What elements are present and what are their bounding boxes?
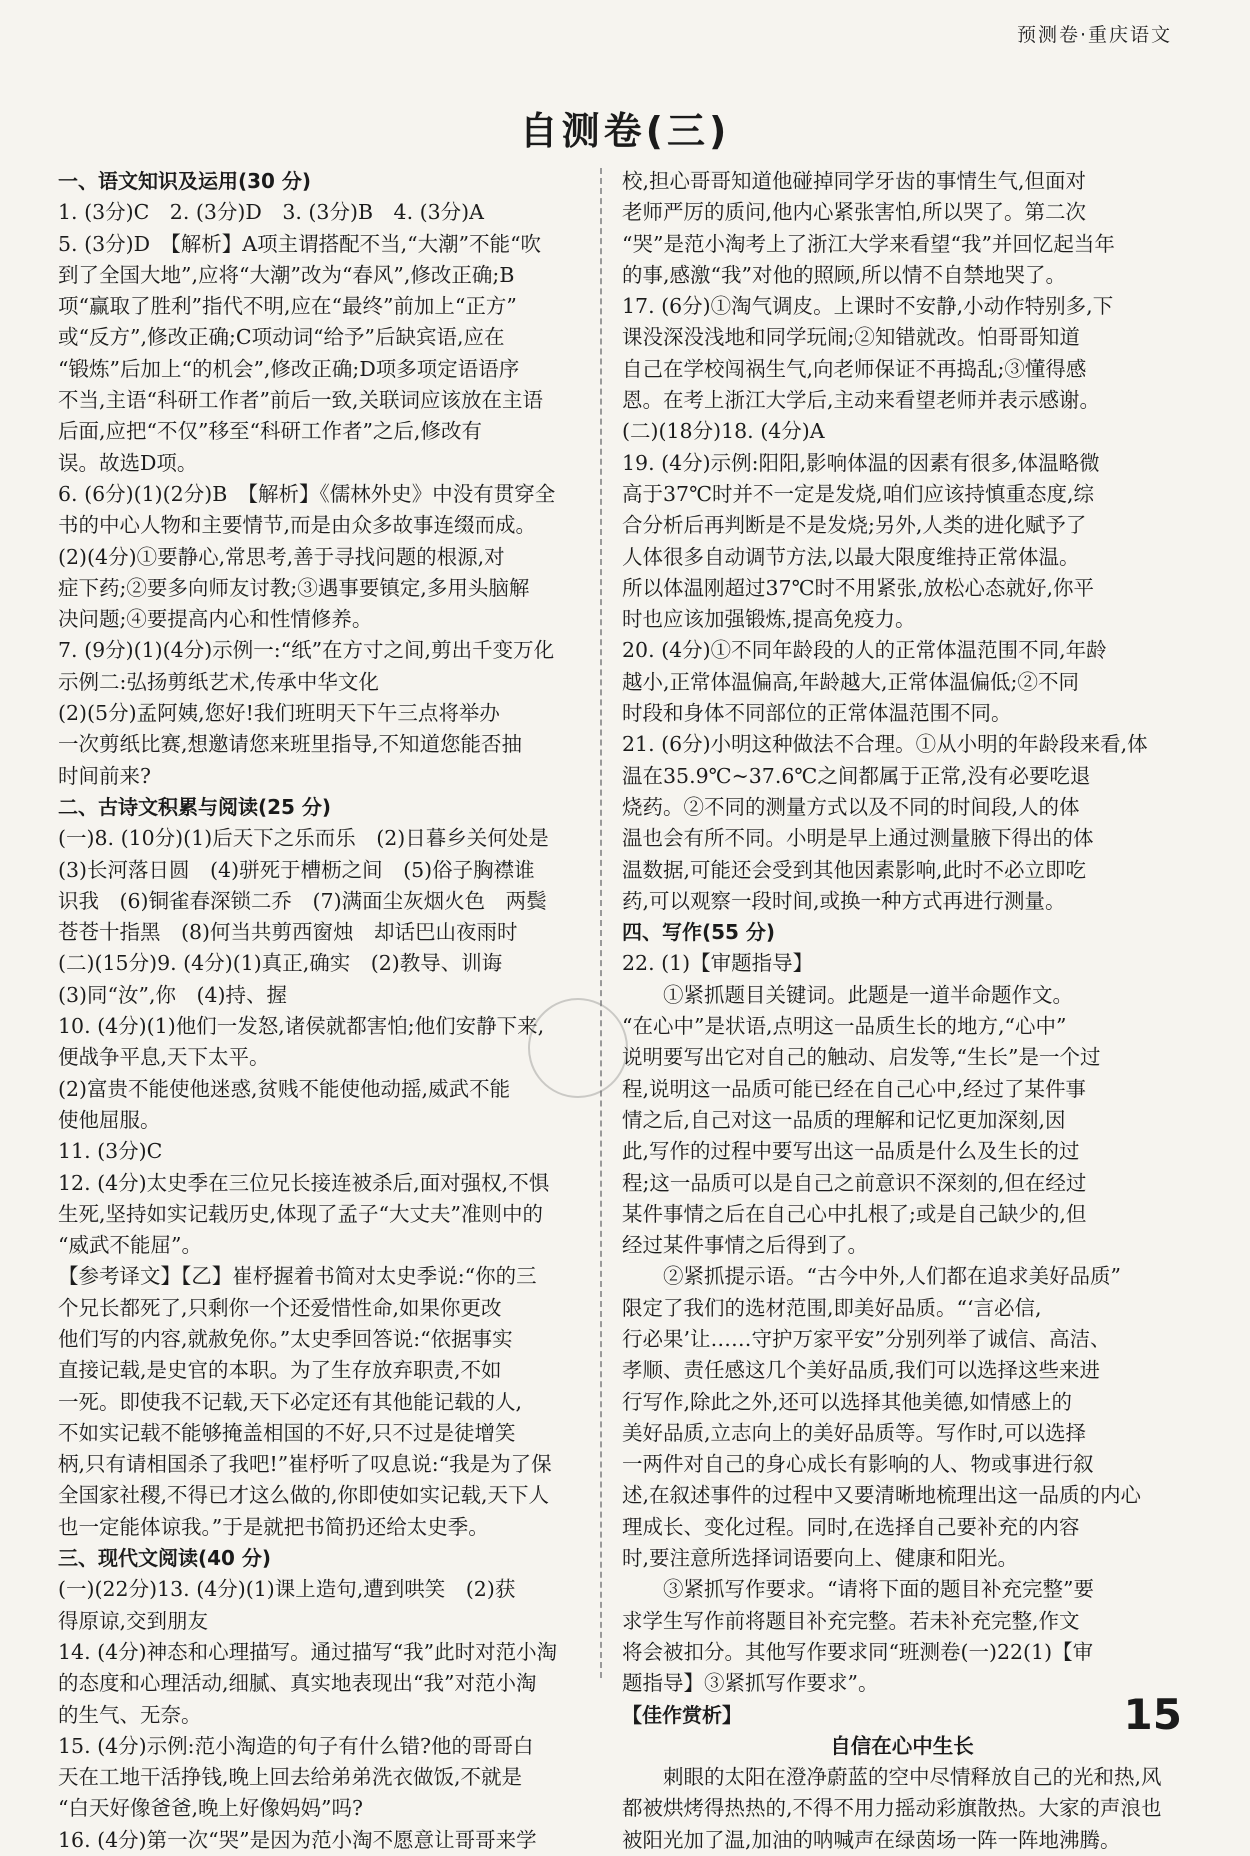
text-line: 【参考译文】【乙】崔杼握着书简对太史季说:“你的三: [58, 1264, 537, 1289]
text-line: 或“反方”,修改正确;C项动词“给予”后缺宾语,应在: [58, 325, 505, 350]
text-line: 美好品质,立志向上的美好品质等。写作时,可以选择: [622, 1420, 1087, 1445]
text-line: 12. (4分)太史季在三位兄长接连被杀后,面对强权,不惧: [58, 1170, 550, 1195]
text-line: (二)(15分)9. (4分)(1)真正,确实 (2)教导、训诲: [58, 951, 503, 976]
text-line: 述,在叙述事件的过程中又要清晰地梳理出这一品质的内心: [622, 1483, 1142, 1508]
text-line: 都被烘烤得热热的,不得不用力摇动彩旗散热。大家的声浪也: [622, 1796, 1162, 1821]
right-column: [622, 166, 1182, 1856]
text-line: (2)富贵不能使他迷惑,贫贱不能使他动摇,威武不能: [58, 1076, 511, 1101]
text-line: 16. (4分)第一次“哭”是因为范小淘不愿意让哥哥来学: [58, 1827, 537, 1852]
text-line: “在心中”是状语,点明这一品质生长的地方,“心中”: [622, 1014, 1067, 1039]
text-line: 老师严厉的质问,他内心紧张害怕,所以哭了。第二次: [622, 200, 1087, 225]
text-line: 恩。在考上浙江大学后,主动来看望老师并表示感谢。: [622, 388, 1101, 413]
text-line: 时间前来?: [58, 763, 151, 788]
text-line: 理成长、变化过程。同时,在选择自己要补充的内容: [622, 1514, 1080, 1539]
text-line: 20. (4分)①不同年龄段的人的正常体温范围不同,年龄: [622, 638, 1107, 663]
text-line: (一)8. (10分)(1)后天下之乐而乐 (2)日暮乡关何处是: [58, 826, 549, 851]
text-line: 不如实记载不能够掩盖相国的不好,只不过是徒增笑: [58, 1420, 516, 1445]
text-line: 一两件对自己的身心成长有影响的人、物或事进行叙: [622, 1452, 1094, 1477]
text-line: “白天好像爸爸,晚上好像妈妈”吗?: [58, 1796, 363, 1821]
text-line: 限定了我们的选材范围,即美好品质。“‘言必信,: [622, 1295, 1042, 1320]
text-line: “哭”是范小淘考上了浙江大学来看望“我”并回忆起当年: [622, 231, 1115, 256]
text-line: 校,担心哥哥知道他碰掉同学牙齿的事情生气,但面对: [622, 169, 1087, 193]
text-line: 药,可以观察一段时间,或换一种方式再进行测量。: [622, 888, 1066, 913]
text-line: 程,说明这一品质可能已经在自己心中,经过了某件事: [622, 1076, 1087, 1101]
text-line: 直接记载,是史官的本职。为了生存放弃职责,不如: [58, 1358, 502, 1383]
text-line: 误。故选D项。: [58, 450, 198, 475]
text-line: 行必果’让……守护万家平安”分别列举了诚信、高洁、: [622, 1326, 1111, 1351]
text-line: 6. (6分)(1)(2分)B 【解析】《儒林外史》中没有贯穿全: [58, 481, 556, 506]
text-line: 11. (3分)C: [58, 1139, 163, 1164]
page-title: 自测卷(三): [519, 109, 731, 153]
text-line: 四、写作(55 分): [622, 920, 776, 945]
text-line: 温在35.9℃~37.6℃之间都属于正常,没有必要吃退: [622, 763, 1091, 788]
text-line: 温也会有所不同。小明是早上通过测量腋下得出的体: [622, 826, 1094, 851]
text-line: 便战争平息,天下太平。: [58, 1045, 270, 1070]
text-line: 题指导】③紧抓写作要求”。: [622, 1671, 879, 1696]
text-line: 示例二:弘扬剪纸艺术,传承中华文化: [58, 669, 379, 694]
text-line: 三、现代文阅读(40 分): [58, 1546, 272, 1571]
text-line: 19. (4分)示例:阳阳,影响体温的因素有很多,体温略微: [622, 450, 1100, 475]
text-line: 后面,应把“不仅”移至“科研工作者”之后,修改有: [58, 419, 482, 444]
text-line: 此,写作的过程中要写出这一品质是什么及生长的过: [622, 1139, 1080, 1164]
text-line: 个兄长都死了,只剩你一个还爱惜性命,如果你更改: [58, 1295, 502, 1320]
left-column: [58, 166, 600, 1856]
text-line: ①紧抓题目关键词。此题是一道半命题作文。: [622, 982, 1073, 1007]
text-line: 使他屈服。: [58, 1107, 161, 1132]
text-line: ②紧抓提示语。“古今中外,人们都在追求美好品质”: [622, 1264, 1121, 1289]
text-line: 的生气、无奈。: [58, 1702, 202, 1727]
text-line: 得原谅,交到朋友: [58, 1608, 209, 1633]
text-line: 一死。即使我不记载,天下必定还有其他能记载的人,: [58, 1389, 523, 1414]
text-line: 课没深没浅地和同学玩闹;②知错就改。怕哥哥知道: [622, 325, 1080, 350]
page-number: 15: [1123, 1690, 1182, 1739]
text-line: “威武不能屈”。: [58, 1233, 202, 1258]
text-line: 孝顺、责任感这几个美好品质,我们可以选择这些来进: [622, 1358, 1101, 1383]
text-line: 15. (4分)示例:范小淘造的句子有什么错?他的哥哥白: [58, 1733, 534, 1758]
text-line: 【佳作赏析】: [622, 1702, 742, 1727]
text-line: 自信在心中生长: [830, 1733, 974, 1758]
text-line: 21. (6分)小明这种做法不合理。①从小明的年龄段来看,体: [622, 732, 1148, 757]
text-line: 某件事情之后在自己心中扎根了;或是自己缺少的,但: [622, 1201, 1087, 1226]
text-line: “锻炼”后加上“的机会”,修改正确;D项多项定语语序: [58, 356, 520, 381]
text-line: (二)(18分)18. (4分)A: [622, 419, 825, 444]
text-line: 时也应该加强锻炼,提高免疫力。: [622, 607, 916, 632]
text-line: 天在工地干活挣钱,晚上回去给弟弟洗衣做饭,不就是: [58, 1765, 523, 1790]
text-line: 二、古诗文积累与阅读(25 分): [58, 794, 332, 819]
text-line: 一次剪纸比赛,想邀请您来班里指导,不知道您能否抽: [58, 732, 523, 757]
text-line: 不当,主语“科研工作者”前后一致,关联词应该放在主语: [58, 388, 543, 413]
text-line: 情之后,自己对这一品质的理解和记忆更加深刻,因: [622, 1107, 1066, 1132]
text-line: 所以体温刚超过37℃时不用紧张,放松心态就好,你平: [622, 575, 1095, 600]
text-line: 求学生写作前将题目补充完整。若未补充完整,作文: [622, 1608, 1080, 1633]
text-line: 越小,正常体温偏高,年龄越大,正常体温偏低;②不同: [622, 669, 1079, 694]
text-line: 苍苍十指黑 (8)何当共剪西窗烛 却话巴山夜雨时: [58, 920, 518, 945]
text-line: (2)(4分)①要静心,常思考,善于寻找问题的根源,对: [58, 544, 505, 569]
text-line: 柄,只有请相国杀了我吧!”崔杼听了叹息说:“我是为了保: [58, 1452, 552, 1477]
text-line: 识我 (6)铜雀春深锁二乔 (7)满面尘灰烟火色 两鬓: [58, 888, 547, 913]
text-line: 决问题;④要提高内心和性情修养。: [58, 607, 373, 632]
text-line: ③紧抓写作要求。“请将下面的题目补充完整”要: [622, 1577, 1094, 1602]
text-line: 将会被扣分。其他写作要求同“班测卷(一)22(1)【审: [622, 1639, 1094, 1664]
text-line: 被阳光加了温,加油的呐喊声在绿茵场一阵一阵地沸腾。: [622, 1827, 1121, 1852]
text-line: 项“赢取了胜利”指代不明,应在“最终”前加上“正方”: [58, 294, 517, 319]
text-line: (2)(5分)孟阿姨,您好!我们班明天下午三点将举办: [58, 701, 500, 726]
text-line: 22. (1)【审题指导】: [622, 951, 814, 976]
text-line: 生死,坚持如实记载历史,体现了孟子“大丈夫”准则中的: [58, 1201, 543, 1226]
column-divider: [600, 168, 602, 1678]
text-line: 人体很多自动调节方法,以最大限度维持正常体温。: [622, 544, 1080, 569]
text-line: 到了全国大地”,应将“大潮”改为“春风”,修改正确;B: [58, 262, 515, 287]
text-line: 时段和身体不同部位的正常体温范围不同。: [622, 701, 1012, 726]
text-line: 17. (6分)①淘气调皮。上课时不安静,小动作特别多,下: [622, 294, 1114, 319]
text-line: 症下药;②要多向师友讨教;③遇事要镇定,多用头脑解: [58, 575, 530, 600]
text-line: 自己在学校闯祸生气,向老师保证不再捣乱;③懂得感: [622, 356, 1087, 381]
text-line: 也一定能体谅我。”于是就把书简扔还给太史季。: [58, 1514, 489, 1539]
text-line: 经过某件事情之后得到了。: [622, 1233, 868, 1258]
text-line: (3)长河落日圆 (4)骈死于槽枥之间 (5)俗子胸襟谁: [58, 857, 535, 882]
running-header: 预测卷·重庆语文: [1016, 24, 1172, 46]
text-line: 说明要写出它对自己的触动、启发等,“生长”是一个过: [622, 1045, 1101, 1070]
text-line: 7. (9分)(1)(4分)示例一:“纸”在方寸之间,剪出千变万化: [58, 638, 555, 663]
text-line: 1. (3分)C 2. (3分)D 3. (3分)B 4. (3分)A: [58, 200, 484, 225]
text-line: 高于37℃时并不一定是发烧,咱们应该持慎重态度,综: [622, 481, 1095, 506]
text-line: 书的中心人物和主要情节,而是由众多故事连缀而成。: [58, 513, 537, 538]
text-line: 10. (4分)(1)他们一发怒,诸侯就都害怕;他们安静下来,: [58, 1014, 545, 1039]
text-line: 温数据,可能还会受到其他因素影响,此时不必立即吃: [622, 857, 1087, 882]
text-line: 的事,感激“我”对他的照顾,所以情不自禁地哭了。: [622, 262, 1066, 287]
text-line: 合分析后再判断是不是发烧;另外,人类的进化赋予了: [622, 513, 1087, 538]
text-line: 刺眼的太阳在澄净蔚蓝的空中尽情释放自己的光和热,风: [622, 1765, 1162, 1790]
text-line: (一)(22分)13. (4分)(1)课上造句,遭到哄笑 (2)获: [58, 1577, 516, 1602]
text-line: 一、语文知识及运用(30 分): [58, 169, 312, 193]
text-line: 时,要注意所选择词语要向上、健康和阳光。: [622, 1546, 1019, 1571]
text-line: (3)同“汝”,你 (4)持、握: [58, 982, 288, 1007]
text-line: 全国家社稷,不得已才这么做的,你即使如实记载,天下人: [58, 1483, 550, 1508]
text-line: 烧药。②不同的测量方式以及不同的时间段,人的体: [622, 794, 1080, 819]
text-line: 5. (3分)D 【解析】A项主谓搭配不当,“大潮”不能“吹: [58, 231, 542, 256]
text-line: 行写作,除此之外,还可以选择其他美德,如情感上的: [622, 1389, 1073, 1414]
text-line: 14. (4分)神态和心理描写。通过描写“我”此时对范小淘: [58, 1639, 558, 1664]
text-line: 程;这一品质可以是自己之前意识不深刻的,但在经过: [622, 1170, 1087, 1195]
text-line: 他们写的内容,就赦免你。”太史季回答说:“依据事实: [58, 1326, 513, 1351]
text-line: 的态度和心理活动,细腻、真实地表现出“我”对范小淘: [58, 1671, 537, 1696]
